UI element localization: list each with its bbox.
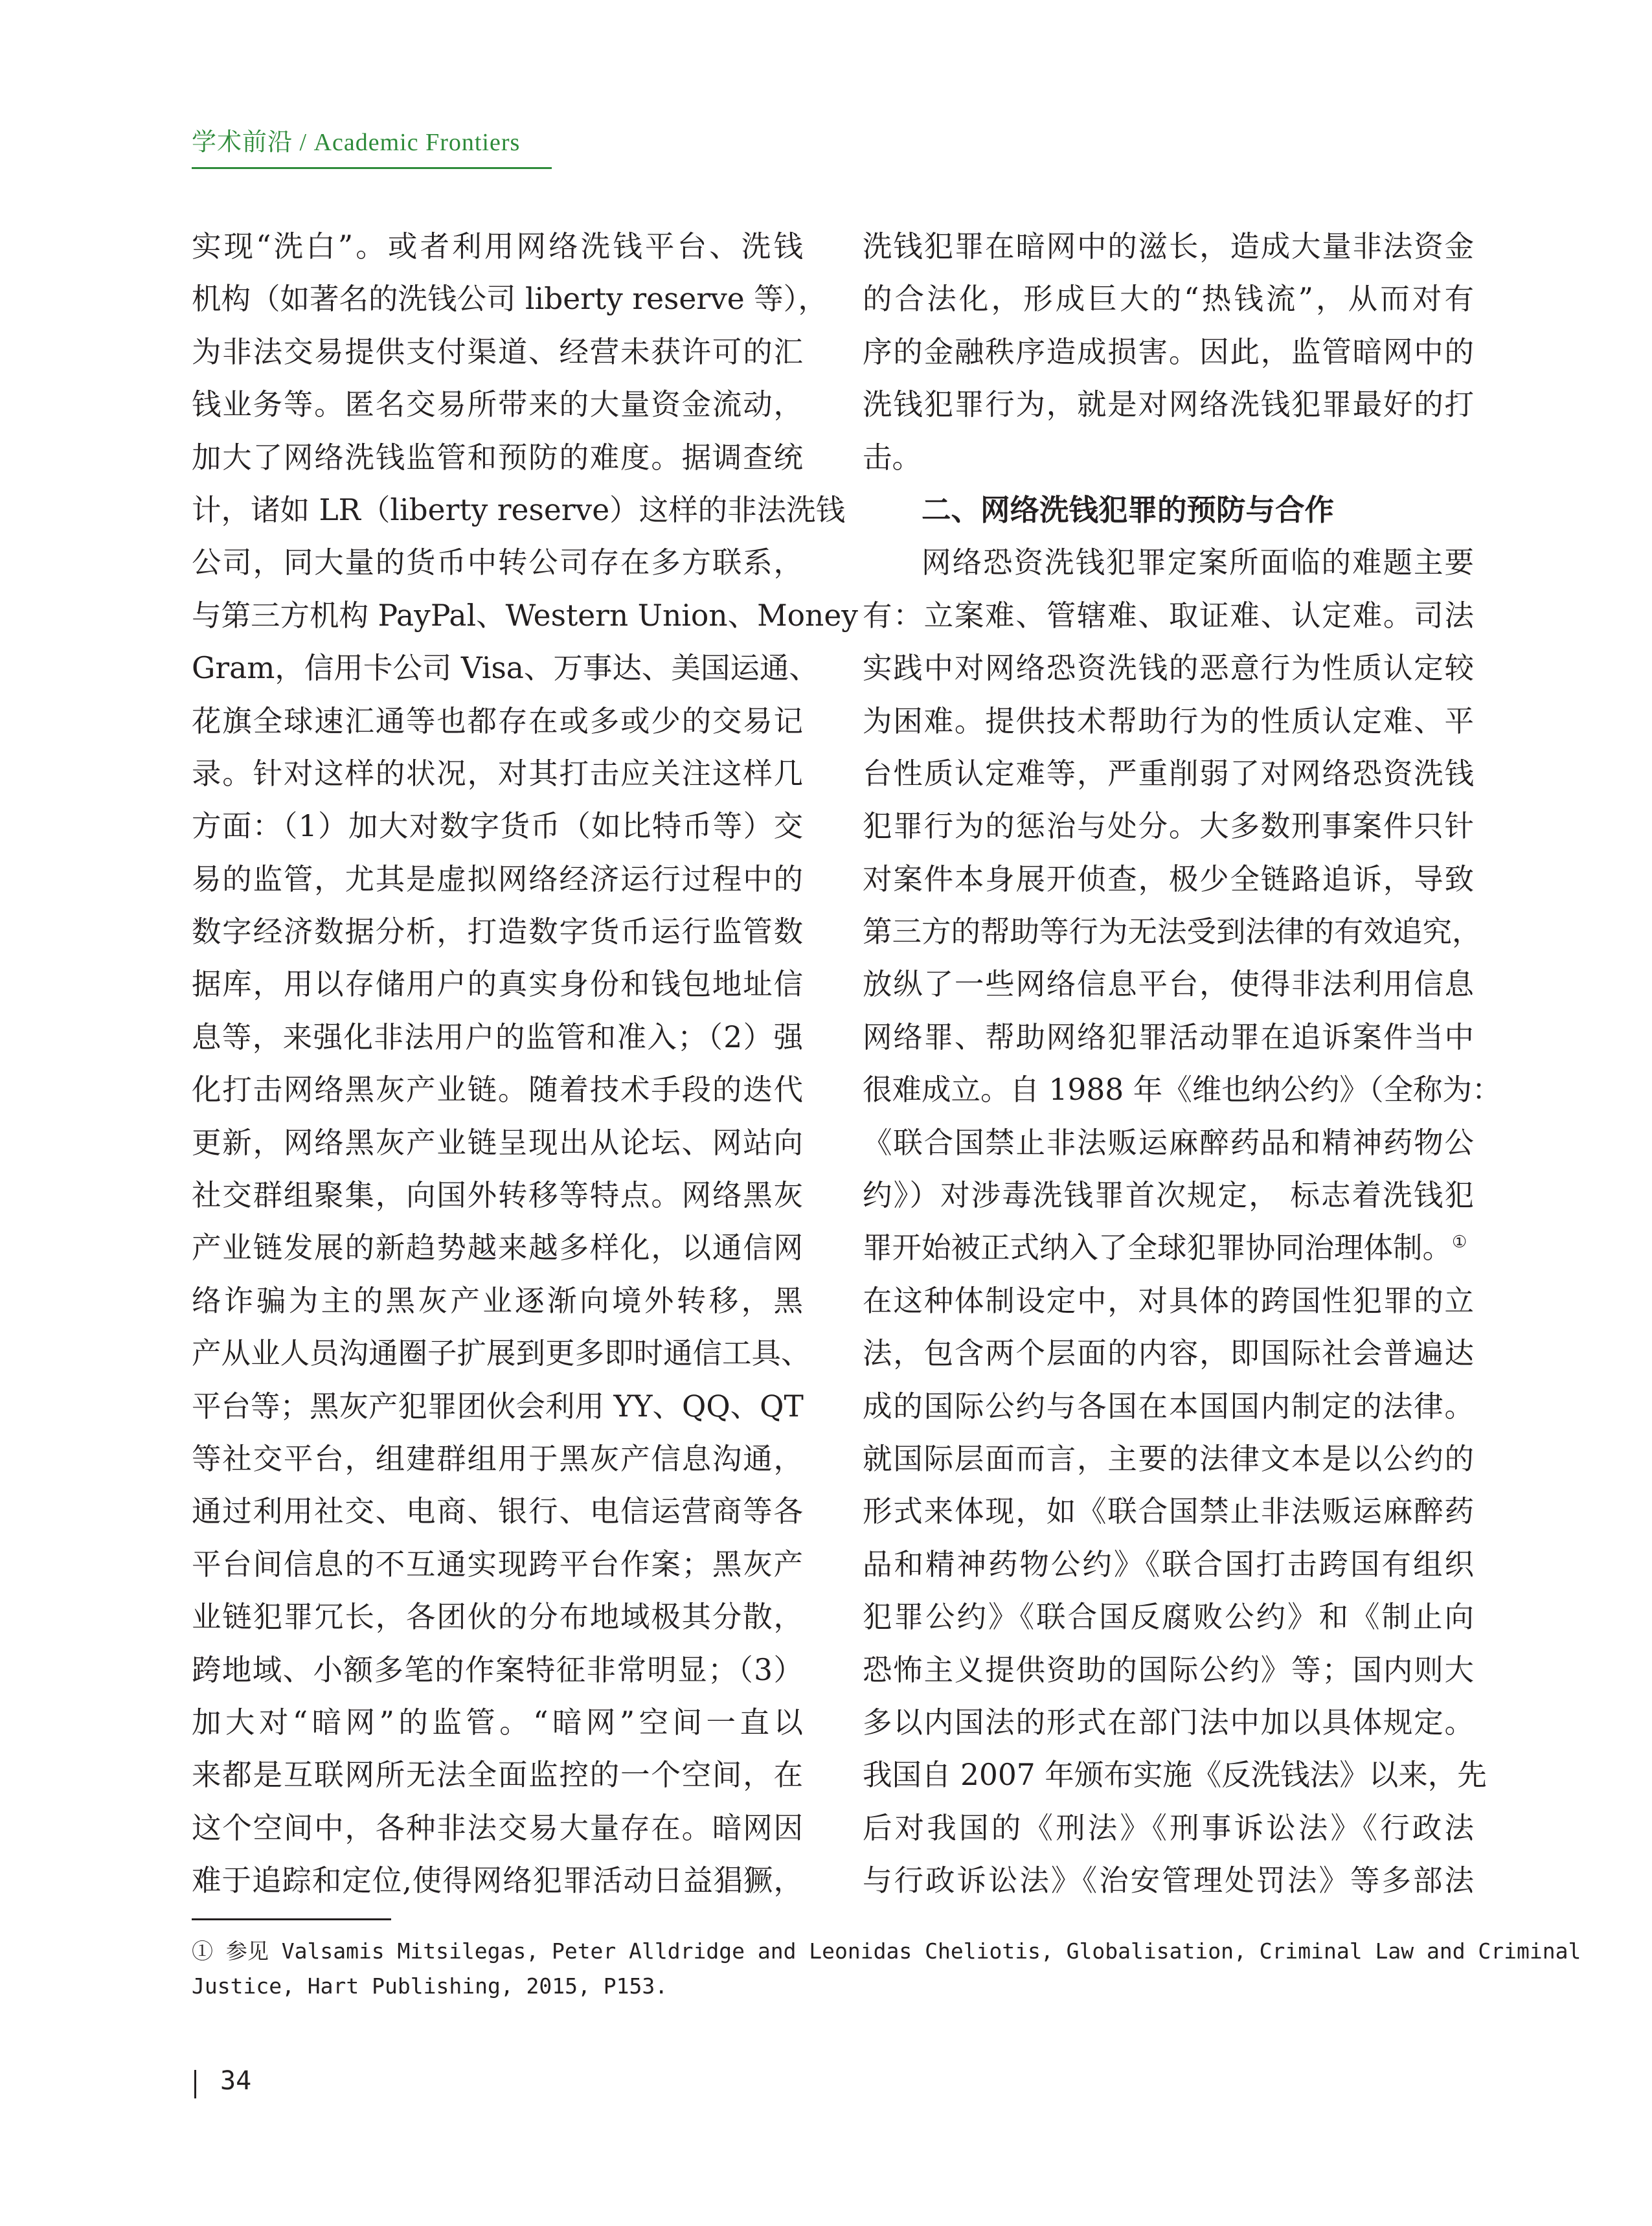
text-line: 实现“洗白”。或者利用网络洗钱平台、洗钱 xyxy=(192,229,803,264)
text-line: 为非法交易提供支付渠道、经营未获许可的汇 xyxy=(192,334,803,369)
text-line: 约》）对涉毒洗钱罪首次规定， 标志着洗钱犯 xyxy=(863,1178,1474,1213)
text-line: 化打击网络黑灰产业链。随着技术手段的迭代 xyxy=(192,1073,803,1107)
text-segment: 罪开始被正式纳入了全球犯罪协同治理体制。 xyxy=(863,1231,1453,1266)
text-line: 平台间信息的不互通实现跨平台作案；黑灰产 xyxy=(192,1547,803,1582)
text-line: 犯罪公约》《联合国反腐败公约》和《制止向 xyxy=(863,1600,1474,1635)
footnote xyxy=(192,1934,1581,2004)
running-header: 学术前沿 / Academic Frontiers xyxy=(192,129,521,156)
text-line: 平台等；黑灰产犯罪团伙会利用 YY、QQ、QT xyxy=(192,1389,804,1424)
text-line: 网络恐资洗钱犯罪定案所面临的难题主要 xyxy=(922,545,1474,580)
text-line: 洗钱犯罪行为，就是对网络洗钱犯罪最好的打 xyxy=(863,387,1474,422)
footnote-rule xyxy=(192,1918,391,1920)
text-line: 来都是互联网所无法全面监控的一个空间，在 xyxy=(192,1758,803,1793)
text-line: 网络罪、帮助网络犯罪活动罪在追诉案件当中 xyxy=(863,1019,1474,1054)
text-line: 方面：（1）加大对数字货币（如比特币等）交 xyxy=(192,809,803,844)
text-line: 就国际层面而言，主要的法律文本是以公约的 xyxy=(863,1441,1474,1476)
right-column xyxy=(863,220,1502,1907)
text-line: 犯罪行为的惩治与处分。大多数刑事案件只针 xyxy=(863,809,1474,844)
text-line: 据库，用以存储用户的真实身份和钱包地址信 xyxy=(192,967,803,1002)
text-line: 有：立案难、管辖难、取证难、认定难。司法 xyxy=(863,598,1474,633)
page-number: 34 xyxy=(220,2066,252,2096)
text-line: 击。 xyxy=(863,440,922,475)
text-line: 我国自 2007 年颁布实施《反洗钱法》以来，先 xyxy=(863,1758,1487,1793)
text-line: 花旗全球速汇通等也都存在或多或少的交易记 xyxy=(192,703,803,738)
text-line: 业链犯罪冗长，各团伙的分布地域极其分散， xyxy=(192,1600,803,1635)
text-line: 社交群组聚集，向国外转移等特点。网络黑灰 xyxy=(192,1178,803,1213)
footnote-line: Justice, Hart Publishing, 2015, P153. xyxy=(192,1973,668,1999)
text-line: 洗钱犯罪在暗网中的滋长，造成大量非法资金 xyxy=(863,229,1474,264)
text-line: 很难成立。自 1988 年《维也纳公约》（全称为： xyxy=(863,1073,1502,1107)
text-line: 台性质认定难等，严重削弱了对网络恐资洗钱 xyxy=(863,756,1474,791)
text-line: 法，包含两个层面的内容，即国际社会普遍达 xyxy=(863,1336,1474,1371)
text-line: 产业链发展的新趋势越来越多样化，以通信网 xyxy=(192,1231,803,1266)
text-line: 产从业人员沟通圈子扩展到更多即时通信工具、 xyxy=(192,1336,811,1371)
text-line: 为困难。提供技术帮助行为的性质认定难、平 xyxy=(863,703,1474,738)
text-line: 数字经济数据分析，打造数字货币运行监管数 xyxy=(192,914,803,949)
text-line: 与行政诉讼法》《治安管理处罚法》等多部法 xyxy=(863,1863,1474,1898)
text-line: 的合法化，形成巨大的“热钱流”，从而对有 xyxy=(863,282,1474,317)
text-line: 加大了网络洗钱监管和预防的难度。据调查统 xyxy=(192,440,803,475)
text-line: 品和精神药物公约》《联合国打击跨国有组织 xyxy=(863,1547,1474,1582)
text-line: 更新，网络黑灰产业链呈现出从论坛、网站向 xyxy=(192,1125,803,1160)
text-line-with-footnote xyxy=(863,1221,1474,1274)
text-line: 实践中对网络恐资洗钱的恶意行为性质认定较 xyxy=(863,651,1474,686)
text-line: 在这种体制设定中，对具体的跨国性犯罪的立 xyxy=(863,1283,1474,1318)
text-line: 放纵了一些网络信息平台，使得非法利用信息 xyxy=(863,967,1474,1002)
text-line: 公司，同大量的货币中转公司存在多方联系， xyxy=(192,545,803,580)
text-line: 后对我国的《刑法》《刑事诉讼法》《行政法 xyxy=(863,1810,1474,1845)
footnote-marker[interactable]: ① xyxy=(1452,1232,1467,1253)
text-line: 难于追踪和定位,使得网络犯罪活动日益猖獗， xyxy=(192,1863,803,1898)
text-line: 计，诸如 LR（liberty reserve）这样的非法洗钱 xyxy=(192,492,846,527)
text-line: 络诈骗为主的黑灰产业逐渐向境外转移，黑 xyxy=(192,1283,803,1318)
text-line: 第三方的帮助等行为无法受到法律的有效追究， xyxy=(863,914,1482,949)
text-line: 序的金融秩序造成损害。因此，监管暗网中的 xyxy=(863,334,1474,369)
text-line: 成的国际公约与各国在本国国内制定的法律。 xyxy=(863,1389,1474,1424)
text-line: 息等，来强化非法用户的监管和准入；（2）强 xyxy=(192,1019,803,1054)
text-line: 易的监管，尤其是虚拟网络经济运行过程中的 xyxy=(192,861,803,896)
text-line: 等社交平台，组建群组用于黑灰产信息沟通， xyxy=(192,1441,803,1476)
section-heading: 二、网络洗钱犯罪的预防与合作 xyxy=(922,492,1335,527)
header-rule xyxy=(192,167,552,169)
text-line: 恐怖主义提供资助的国际公约》等；国内则大 xyxy=(863,1652,1474,1687)
footnote-line: ① 参见 Valsamis Mitsilegas, Peter Alldridge and Leonidas Cheliotis, Globalisation, Criminal Law and Criminal xyxy=(192,1938,1581,1964)
text-line: 通过利用社交、电商、银行、电信运营商等各 xyxy=(192,1494,803,1529)
text-line: Gram，信用卡公司 Visa、万事达、美国运通、 xyxy=(192,651,819,686)
text-line: 与第三方机构 PayPal、Western Union、Money xyxy=(192,598,858,633)
text-line: 加大对“暗网”的监管。“暗网”空间一直以 xyxy=(192,1705,803,1740)
left-column xyxy=(192,220,858,1907)
text-line: 这个空间中，各种非法交易大量存在。暗网因 xyxy=(192,1810,803,1845)
text-line: 对案件本身展开侦查，极少全链路追诉，导致 xyxy=(863,861,1474,896)
text-line: 跨地域、小额多笔的作案特征非常明显；（3） xyxy=(192,1652,803,1687)
text-line: 多以内国法的形式在部门法中加以具体规定。 xyxy=(863,1705,1474,1740)
text-line: 录。针对这样的状况，对其打击应关注这样几 xyxy=(192,756,803,791)
text-line: 形式来体现，如《联合国禁止非法贩运麻醉药 xyxy=(863,1494,1474,1529)
text-line: 机构（如著名的洗钱公司 liberty reserve 等）， xyxy=(192,282,828,317)
page-number-bar xyxy=(194,2070,196,2098)
text-line: 钱业务等。匿名交易所带来的大量资金流动， xyxy=(192,387,803,422)
text-line: 《联合国禁止非法贩运麻醉药品和精神药物公 xyxy=(863,1125,1474,1160)
